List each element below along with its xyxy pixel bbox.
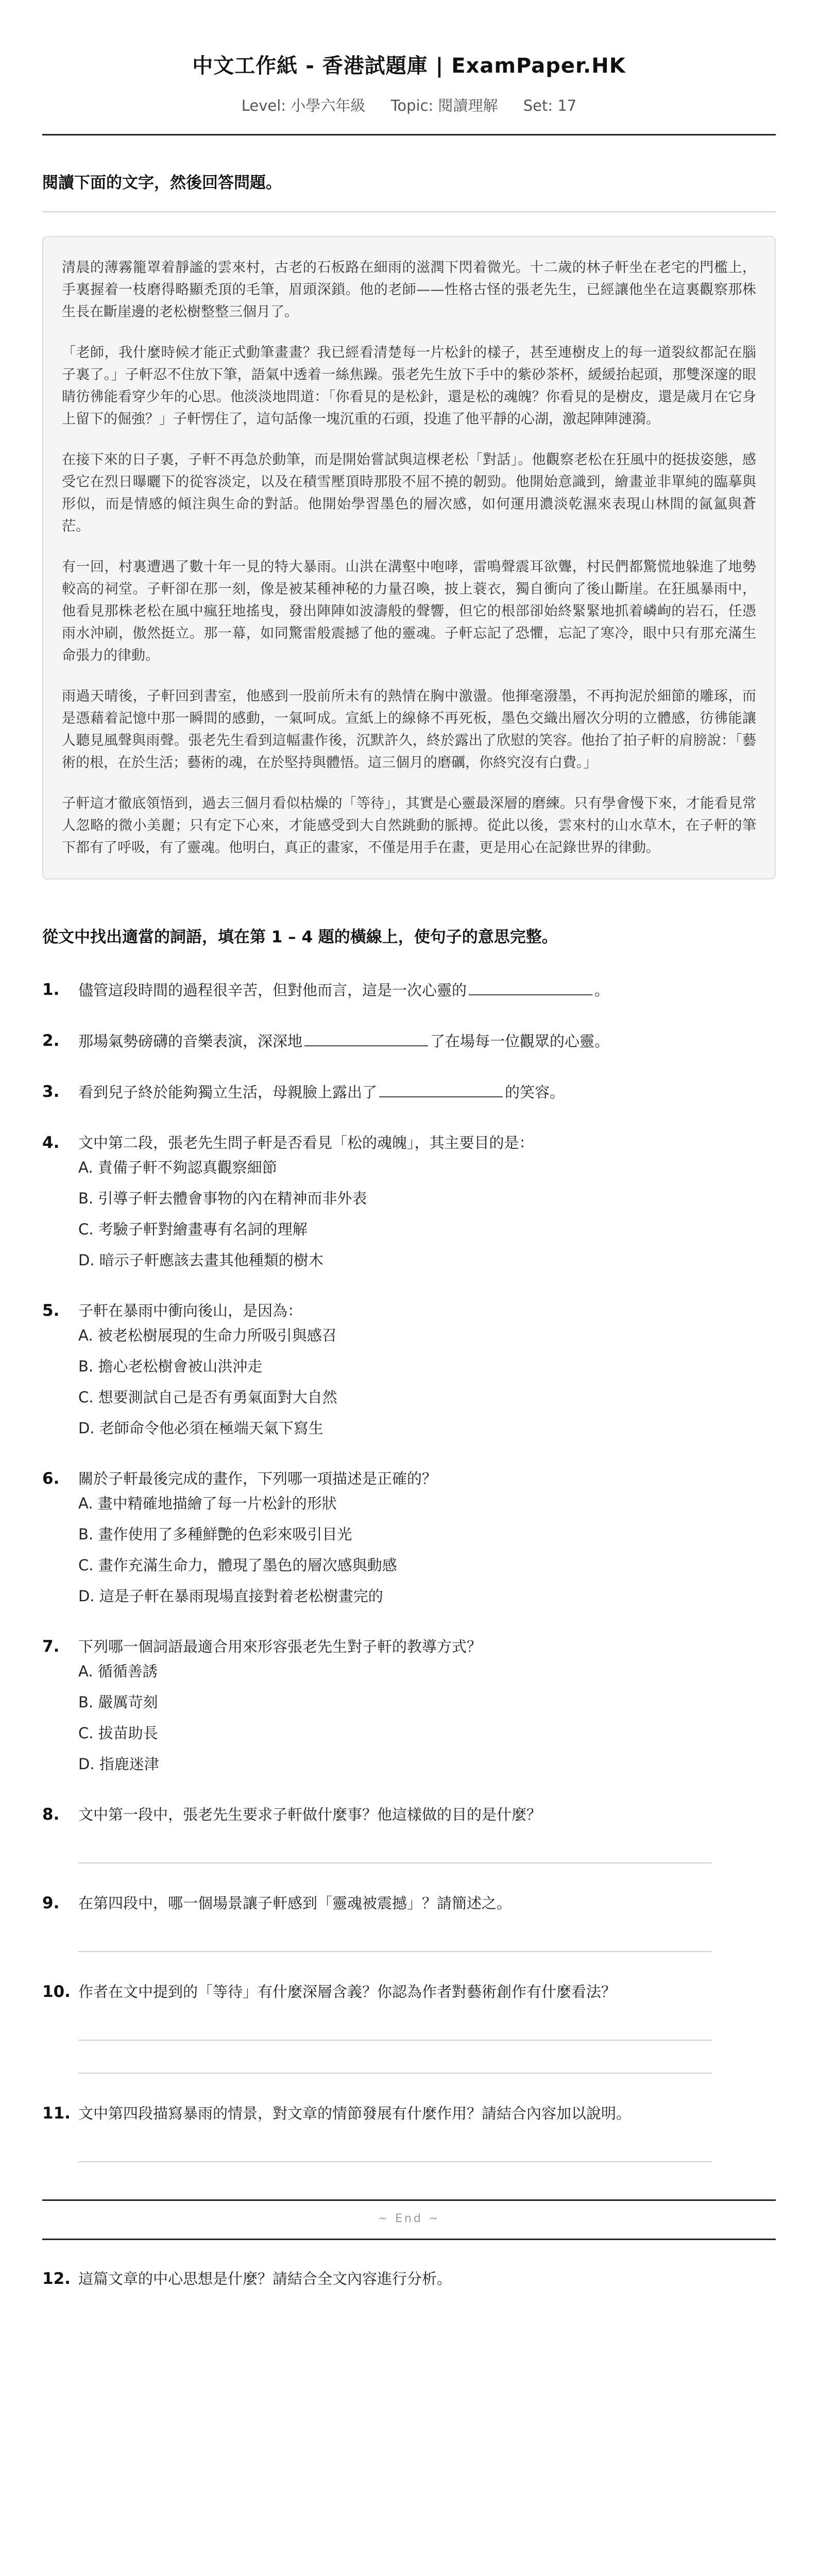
question-text: 看到兒子終於能夠獨立生活，母親臉上露出了 [78, 1083, 378, 1101]
question-3 [42, 1081, 776, 1103]
answer-blank[interactable] [469, 979, 592, 995]
question-number: 12. [42, 2269, 71, 2288]
question-number: 10. [42, 1982, 71, 2001]
question-text: 文中第二段，張老先生問子軒是否看見「松的魂魄」，其主要目的是： [78, 1134, 534, 1151]
option-list [78, 1325, 776, 1439]
question-text: 在第四段中，哪一個場景讓子軒感到「靈魂被震撼」？請簡述之。 [78, 1894, 512, 1912]
meta-line [42, 94, 776, 115]
instruction-divider [42, 211, 776, 212]
question-number: 6. [42, 1469, 60, 1488]
option-b[interactable]: B. 引導子軒去體會事物的內在精神而非外表 [78, 1190, 367, 1207]
question-number: 3. [42, 1082, 60, 1101]
question-text: 這篇文章的中心思想是什麼？請結合全文內容進行分析。 [78, 2270, 452, 2287]
question-6 [42, 1468, 776, 1607]
option-d[interactable]: D. 暗示子軒應該去畫其他種類的樹木 [78, 1251, 323, 1269]
option-d[interactable]: D. 這是子軒在暴雨現場直接對着老松樹畫完的 [78, 1587, 383, 1605]
question-number: 8. [42, 1805, 60, 1824]
question-number: 5. [42, 1301, 60, 1320]
answer-line[interactable] [78, 1862, 712, 1863]
option-d[interactable]: D. 指鹿迷津 [78, 1755, 159, 1773]
header-divider [42, 134, 776, 135]
option-a[interactable]: A. 循循善誘 [78, 1663, 158, 1680]
option-b[interactable]: B. 擔心老松樹會被山洪沖走 [78, 1358, 263, 1375]
set-label: Set: 17 [523, 97, 577, 114]
option-b[interactable]: B. 嚴厲苛刻 [78, 1693, 158, 1711]
question-number: 11. [42, 2104, 71, 2123]
question-4 [42, 1132, 776, 1271]
option-a[interactable]: A. 畫中精確地描繪了每一片松針的形狀 [78, 1495, 337, 1512]
question-5 [42, 1300, 776, 1439]
end-divider-top [42, 2199, 776, 2201]
question-number: 9. [42, 1894, 60, 1912]
topic-label: Topic: 閱讀理解 [390, 97, 498, 114]
question-number: 1. [42, 980, 60, 999]
passage-paragraph: 清晨的薄霧籠罩着靜謐的雲來村，古老的石板路在細雨的滋潤下閃着微光。十二歲的林子軒坐在老宅的門檻上，手裏握着一枝磨得略顯禿頂的毛筆，眉頭深鎖。他的老師——性格古怪的張老先生，已經讓他坐在這裏觀察那株生長在斷崖邊的老松樹整整三個月了。 [62, 260, 756, 320]
question-text: 那場氣勢磅礴的音樂表演，深深地 [78, 1032, 303, 1050]
option-list [78, 1660, 776, 1775]
passage-paragraph: 在接下來的日子裏，子軒不再急於動筆，而是開始嘗試與這棵老松「對話」。他觀察老松在狂風中的挺拔姿態，感受它在烈日曝曬下的從容淡定，以及在積雪壓頂時那股不屈不撓的韌勁。他開始意識到，繪畫並非單純的臨摹與形似，而是情感的傾注與生命的對話。他開始學習墨色的層次感，如何運用濃淡乾濕來表現山林間的氤氳與蒼茫。 [62, 452, 756, 534]
question-text: 關於子軒最後完成的畫作，下列哪一項描述是正確的？ [78, 1470, 437, 1487]
option-a[interactable]: A. 責備子軒不夠認真觀察細節 [78, 1159, 277, 1176]
option-c[interactable]: C. 考驗子軒對繪畫專有名詞的理解 [78, 1221, 308, 1238]
question-number: 2. [42, 1031, 60, 1050]
answer-line[interactable] [78, 2161, 712, 2162]
fill-in-instruction: 從文中找出適當的詞語，填在第 1 – 4 題的橫線上，使句子的意思完整。 [42, 928, 558, 946]
question-9 [42, 1892, 776, 1952]
option-list [78, 1493, 776, 1607]
question-text: 下列哪一個詞語最適合用來形容張老先生對子軒的教導方式？ [78, 1638, 482, 1655]
option-d[interactable]: D. 老師命令他必須在極端天氣下寫生 [78, 1419, 323, 1437]
option-c[interactable]: C. 想要測試自己是否有勇氣面對大自然 [78, 1388, 337, 1406]
answer-blank[interactable] [304, 1030, 428, 1046]
question-7 [42, 1636, 776, 1775]
option-c[interactable]: C. 畫作充滿生命力，體現了墨色的層次感與動感 [78, 1556, 397, 1574]
end-marker: ~ End ~ [378, 2212, 440, 2225]
question-text: 文中第一段中，張老先生要求子軒做什麼事？他這樣做的目的是什麼？ [78, 1806, 542, 1823]
option-b[interactable]: B. 畫作使用了多種鮮艷的色彩來吸引目光 [78, 1526, 352, 1543]
question-8 [42, 1804, 776, 1863]
question-2 [42, 1030, 776, 1052]
answer-line[interactable] [78, 2040, 712, 2041]
end-section [42, 2199, 776, 2240]
passage-paragraph: 子軒這才徹底領悟到，過去三個月看似枯燥的「等待」，其實是心靈最深層的磨練。只有學會慢下來，才能看見常人忽略的微小美麗；只有定下心來，才能感受到大自然跳動的脈搏。從此以後，雲來村的山水草木，在子軒的筆下都有了呼吸，有了靈魂。他明白，真正的畫家，不僅是用手在畫，更是用心在記錄世界的律動。 [62, 795, 756, 856]
page-title: 中文工作紙 - 香港試題庫 | ExamPaper.HK [192, 54, 626, 78]
answer-line[interactable] [78, 1951, 712, 1952]
question-text: 作者在文中提到的「等待」有什麼深層含義？你認為作者對藝術創作有什麼看法？ [78, 1983, 617, 2001]
level-label: Level: 小學六年級 [241, 97, 366, 114]
question-text: 子軒在暴雨中衝向後山，是因為： [78, 1302, 303, 1319]
reading-passage [42, 236, 776, 879]
question-text-end: 的笑容。 [505, 1083, 565, 1101]
worksheet-header [42, 0, 776, 115]
question-11 [42, 2103, 776, 2162]
option-c[interactable]: C. 拔苗助長 [78, 1724, 158, 1742]
question-text-end: 了在場每一位觀眾的心靈。 [430, 1032, 610, 1050]
passage-paragraph: 有一回，村裏遭遇了數十年一見的特大暴雨。山洪在溝壑中咆哮，雷鳴聲震耳欲聾，村民們都驚慌地躲進了地勢較高的祠堂。子軒卻在那一刻，像是被某種神秘的力量召喚，披上蓑衣，獨自衝向了後山斷崖。在狂風暴雨中，他看見那株老松在風中瘋狂地搖曳，發出陣陣如波濤般的聲響，但它的根部卻始終緊緊地抓着嶙峋的岩石，任憑雨水沖刷，傲然挺立。那一幕，如同驚雷般震撼了他的靈魂。子軒忘記了恐懼，忘記了寒冷，眼中只有那充滿生命張力的律動。 [62, 559, 756, 664]
passage-paragraph: 雨過天晴後，子軒回到書室，他感到一股前所未有的熱情在胸中激盪。他揮毫潑墨，不再拘泥於細節的雕琢，而是憑藉着記憶中那一瞬間的感動，一氣呵成。宣紙上的線條不再死板，墨色交織出層次分明的立體感，彷彿能讓人聽見風聲與雨聲。張老先生看到這幅畫作後，沉默許久，終於露出了欣慰的笑容。他抬了拍子軒的肩膀說：「藝術的根，在於生活；藝術的魂，在於堅持與體悟。這三個月的磨礪，你終究沒有白費。」 [62, 688, 756, 771]
question-text-end: 。 [594, 981, 610, 999]
reading-instruction: 閱讀下面的文字，然後回答問題。 [42, 174, 282, 192]
question-number: 7. [42, 1637, 60, 1656]
end-divider-bottom [42, 2239, 776, 2240]
passage-paragraph: 「老師，我什麼時候才能正式動筆畫畫？我已經看清楚每一片松針的樣子，甚至連樹皮上的每一道裂紋都記在腦子裏了。」子軒忍不住放下筆，語氣中透着一絲焦躁。張老先生放下手中的紫砂茶杯，緩緩抬起頭，那雙深邃的眼睛彷彿能看穿少年的心思。他淡淡地問道：「你看見的是松針，還是松的魂魄？你看見的是樹皮，還是歲月在它身上留下的倔強？」子軒愣住了，這句話像一塊沉重的石頭，投進了他平靜的心湖，激起陣陣漣漪。 [62, 345, 756, 427]
question-10 [42, 1981, 776, 2074]
question-1 [42, 979, 776, 1001]
option-a[interactable]: A. 被老松樹展現的生命力所吸引與感召 [78, 1327, 337, 1344]
option-list [78, 1157, 776, 1271]
question-text: 儘管這段時間的過程很辛苦，但對他而言，這是一次心靈的 [78, 981, 467, 999]
question-12 [42, 2268, 776, 2290]
question-number: 4. [42, 1133, 60, 1152]
answer-blank[interactable] [379, 1081, 503, 1097]
question-text: 文中第四段描寫暴雨的情景，對文章的情節發展有什麼作用？請結合內容加以說明。 [78, 2105, 632, 2122]
answer-line[interactable] [78, 2073, 712, 2074]
